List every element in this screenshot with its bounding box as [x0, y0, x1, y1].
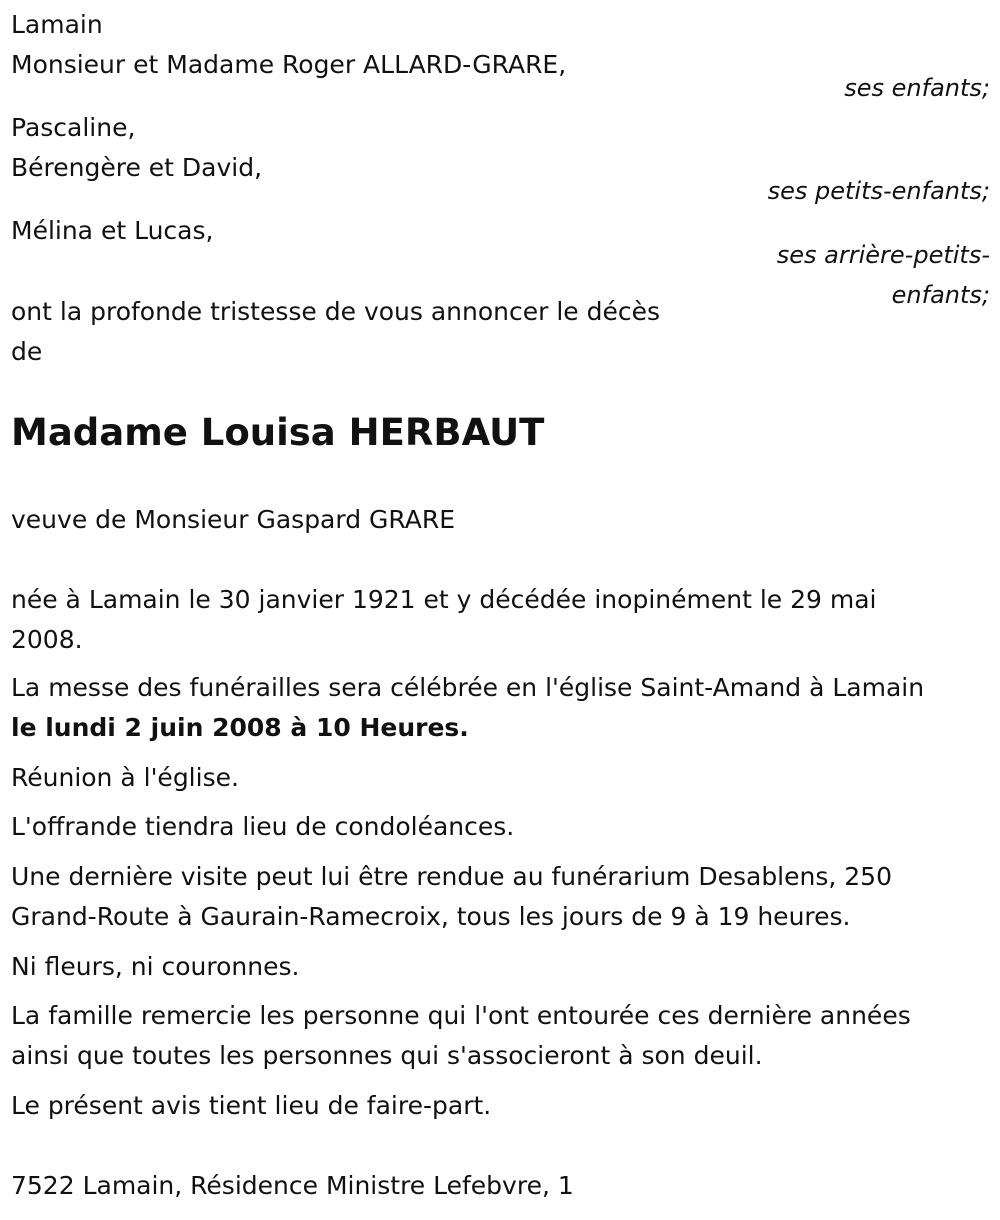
notice-line: Le présent avis tient lieu de faire-part.	[11, 1091, 492, 1120]
children-names: Monsieur et Madame Roger ALLARD-GRARE,	[11, 50, 567, 79]
announcement-line-1: ont la profonde tristesse de vous annoncer le décès	[11, 297, 661, 326]
meeting-line: Réunion à l'église.	[11, 763, 239, 792]
announcement-line-2: de	[11, 337, 43, 366]
grandchild-2: Bérengère et David,	[11, 153, 263, 182]
great-grandchildren-label-2: enfants;	[891, 281, 990, 309]
deceased-name: Madame Louisa HERBAUT	[11, 411, 545, 454]
great-grandchildren-names: Mélina et Lucas,	[11, 216, 214, 245]
children-label: ses enfants;	[844, 74, 990, 102]
birth-death-line-2: 2008.	[11, 625, 83, 654]
flowers-line: Ni fleurs, ni couronnes.	[11, 952, 300, 981]
grandchildren-label: ses petits-enfants;	[767, 177, 990, 205]
offering-line: L'offrande tiendra lieu de condoléances.	[11, 812, 515, 841]
grandchild-1: Pascaline,	[11, 113, 136, 142]
visit-line-1: Une dernière visite peut lui être rendue au funérarium Desablens, 250	[11, 862, 892, 891]
mass-line: La messe des funérailles sera célébrée en l'église Saint-Amand à Lamain	[11, 673, 925, 702]
mass-date: le lundi 2 juin 2008 à 10 Heures.	[11, 713, 469, 742]
family-place: Lamain	[11, 10, 103, 39]
visit-line-2: Grand-Route à Gaurain-Ramecroix, tous les jours de 9 à 19 heures.	[11, 902, 851, 931]
thanks-line-1: La famille remercie les personne qui l'ont entourée ces dernière années	[11, 1001, 911, 1030]
birth-death-line-1: née à Lamain le 30 janvier 1921 et y décédée inopinément le 29 mai	[11, 585, 877, 614]
address: 7522 Lamain, Résidence Ministre Lefebvre, 1	[11, 1171, 574, 1200]
great-grandchildren-label-1: ses arrière-petits-	[776, 241, 990, 269]
thanks-line-2: ainsi que toutes les personnes qui s'associeront à son deuil.	[11, 1041, 763, 1070]
widow-of: veuve de Monsieur Gaspard GRARE	[11, 505, 456, 534]
